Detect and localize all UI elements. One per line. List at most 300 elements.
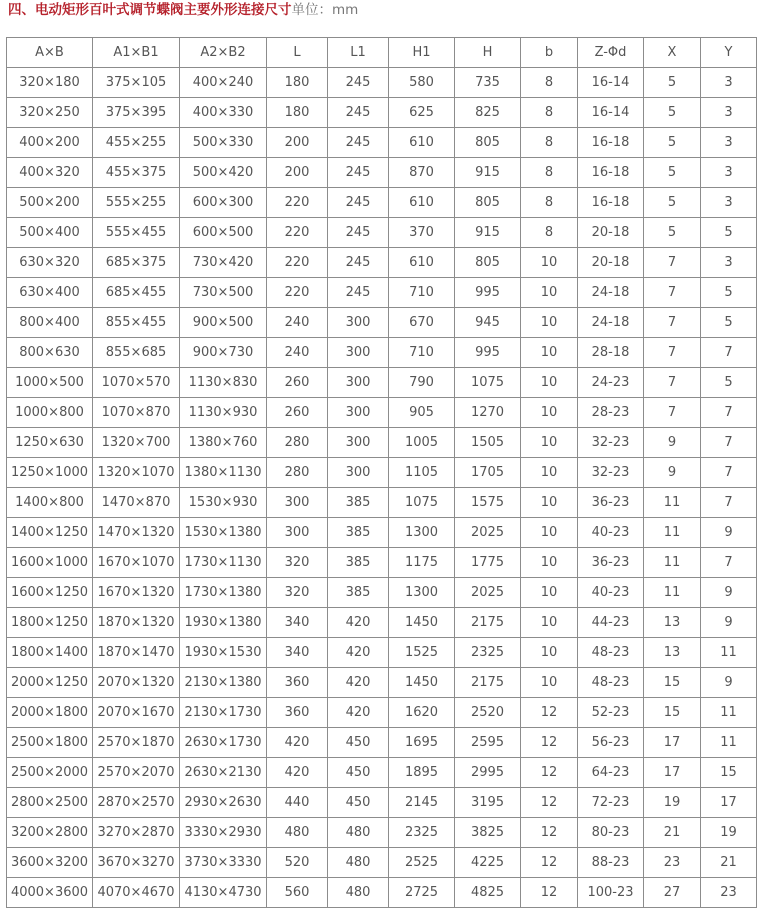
table-cell: 17 — [644, 728, 701, 758]
table-cell: 7 — [644, 248, 701, 278]
table-cell: 1800×1250 — [7, 608, 93, 638]
table-cell: 220 — [267, 278, 328, 308]
table-cell: 730×420 — [180, 248, 267, 278]
table-cell: 5 — [644, 128, 701, 158]
table-row — [7, 218, 757, 248]
header-cell: b — [521, 38, 578, 68]
table-cell: 5 — [701, 368, 757, 398]
table-cell: 88-23 — [578, 848, 644, 878]
table-cell: 1800×1400 — [7, 638, 93, 668]
table-cell: 28-18 — [578, 338, 644, 368]
table-cell: 2025 — [455, 518, 521, 548]
table-cell: 2630×2130 — [180, 758, 267, 788]
table-cell: 805 — [455, 128, 521, 158]
table-cell: 44-23 — [578, 608, 644, 638]
table-cell: 9 — [701, 668, 757, 698]
table-cell: 10 — [521, 548, 578, 578]
table-cell: 735 — [455, 68, 521, 98]
table-cell: 10 — [521, 308, 578, 338]
table-cell: 2520 — [455, 698, 521, 728]
table-cell: 1250×630 — [7, 428, 93, 458]
table-cell: 855×685 — [93, 338, 180, 368]
table-cell: 10 — [521, 458, 578, 488]
header-cell: L1 — [328, 38, 389, 68]
table-cell: 480 — [328, 848, 389, 878]
table-cell: 2145 — [389, 788, 455, 818]
table-cell: 260 — [267, 398, 328, 428]
table-cell: 3 — [701, 248, 757, 278]
table-cell: 300 — [267, 488, 328, 518]
table-cell: 19 — [701, 818, 757, 848]
table-cell: 10 — [521, 488, 578, 518]
table-cell: 3270×2870 — [93, 818, 180, 848]
table-cell: 1300 — [389, 518, 455, 548]
table-cell: 995 — [455, 278, 521, 308]
table-cell: 1270 — [455, 398, 521, 428]
table-cell: 915 — [455, 218, 521, 248]
header-cell: A1×B1 — [93, 38, 180, 68]
table-cell: 220 — [267, 248, 328, 278]
table-cell: 5 — [644, 188, 701, 218]
table-cell: 220 — [267, 188, 328, 218]
table-cell: 420 — [328, 698, 389, 728]
table-cell: 385 — [328, 488, 389, 518]
table-cell: 385 — [328, 548, 389, 578]
table-cell: 2525 — [389, 848, 455, 878]
table-cell: 2070×1670 — [93, 698, 180, 728]
table-cell: 7 — [701, 458, 757, 488]
table-cell: 1320×700 — [93, 428, 180, 458]
table-cell: 610 — [389, 188, 455, 218]
table-cell: 1895 — [389, 758, 455, 788]
table-cell: 21 — [644, 818, 701, 848]
table-cell: 200 — [267, 128, 328, 158]
table-cell: 710 — [389, 278, 455, 308]
table-cell: 320 — [267, 548, 328, 578]
table-row — [7, 248, 757, 278]
table-cell: 500×330 — [180, 128, 267, 158]
table-cell: 1450 — [389, 668, 455, 698]
table-cell: 200 — [267, 158, 328, 188]
table-cell: 10 — [521, 248, 578, 278]
table-cell: 280 — [267, 428, 328, 458]
table-row — [7, 728, 757, 758]
table-cell: 685×375 — [93, 248, 180, 278]
table-cell: 245 — [328, 158, 389, 188]
table-cell: 2800×2500 — [7, 788, 93, 818]
table-row — [7, 488, 757, 518]
table-cell: 685×455 — [93, 278, 180, 308]
table-cell: 21 — [701, 848, 757, 878]
table-cell: 16-18 — [578, 158, 644, 188]
table-row — [7, 608, 757, 638]
table-row — [7, 428, 757, 458]
table-cell: 56-23 — [578, 728, 644, 758]
table-cell: 260 — [267, 368, 328, 398]
table-cell: 245 — [328, 188, 389, 218]
table-cell: 280 — [267, 458, 328, 488]
table-cell: 7 — [644, 398, 701, 428]
table-cell: 400×330 — [180, 98, 267, 128]
table-cell: 20-18 — [578, 218, 644, 248]
table-cell: 1070×870 — [93, 398, 180, 428]
table-cell: 300 — [267, 518, 328, 548]
table-row — [7, 338, 757, 368]
table-cell: 32-23 — [578, 458, 644, 488]
table-cell: 455×255 — [93, 128, 180, 158]
table-cell: 8 — [521, 68, 578, 98]
table-row — [7, 638, 757, 668]
table-cell: 2570×1870 — [93, 728, 180, 758]
table-cell: 10 — [521, 278, 578, 308]
table-cell: 24-23 — [578, 368, 644, 398]
table-cell: 180 — [267, 98, 328, 128]
table-cell: 100-23 — [578, 878, 644, 908]
table-cell: 32-23 — [578, 428, 644, 458]
table-cell: 80-23 — [578, 818, 644, 848]
table-cell: 3 — [701, 128, 757, 158]
table-cell: 1470×1320 — [93, 518, 180, 548]
table-cell: 370 — [389, 218, 455, 248]
table-cell: 710 — [389, 338, 455, 368]
table-cell: 36-23 — [578, 488, 644, 518]
table-cell: 11 — [644, 488, 701, 518]
table-cell: 10 — [521, 368, 578, 398]
table-cell: 245 — [328, 68, 389, 98]
table-cell: 11 — [701, 698, 757, 728]
table-cell: 15 — [644, 668, 701, 698]
table-cell: 905 — [389, 398, 455, 428]
table-cell: 1870×1470 — [93, 638, 180, 668]
table-cell: 2130×1730 — [180, 698, 267, 728]
table-row — [7, 398, 757, 428]
table-cell: 300 — [328, 398, 389, 428]
table-cell: 300 — [328, 338, 389, 368]
table-cell: 440 — [267, 788, 328, 818]
table-cell: 2000×1250 — [7, 668, 93, 698]
table-cell: 1705 — [455, 458, 521, 488]
table-cell: 10 — [521, 518, 578, 548]
table-cell: 36-23 — [578, 548, 644, 578]
table-cell: 7 — [644, 278, 701, 308]
table-cell: 5 — [644, 68, 701, 98]
table-cell: 23 — [701, 878, 757, 908]
table-cell: 625 — [389, 98, 455, 128]
table-cell: 450 — [328, 758, 389, 788]
table-cell: 995 — [455, 338, 521, 368]
table-cell: 555×255 — [93, 188, 180, 218]
table-cell: 1600×1250 — [7, 578, 93, 608]
header-cell: Z-Φd — [578, 38, 644, 68]
table-cell: 580 — [389, 68, 455, 98]
table-cell: 300 — [328, 368, 389, 398]
table-cell: 7 — [701, 548, 757, 578]
table-cell: 20-18 — [578, 248, 644, 278]
table-cell: 3195 — [455, 788, 521, 818]
table-cell: 385 — [328, 578, 389, 608]
table-cell: 1870×1320 — [93, 608, 180, 638]
table-row — [7, 278, 757, 308]
header-cell: H1 — [389, 38, 455, 68]
table-cell: 16-18 — [578, 188, 644, 218]
table-cell: 420 — [328, 638, 389, 668]
table-cell: 10 — [521, 608, 578, 638]
table-cell: 385 — [328, 518, 389, 548]
table-cell: 13 — [644, 608, 701, 638]
header-cell: H — [455, 38, 521, 68]
table-cell: 1600×1000 — [7, 548, 93, 578]
table-cell: 15 — [644, 698, 701, 728]
table-row — [7, 188, 757, 218]
table-cell: 7 — [644, 338, 701, 368]
table-cell: 1105 — [389, 458, 455, 488]
table-cell: 8 — [521, 188, 578, 218]
table-cell: 15 — [701, 758, 757, 788]
table-cell: 245 — [328, 128, 389, 158]
table-cell: 23 — [644, 848, 701, 878]
table-cell: 1250×1000 — [7, 458, 93, 488]
table-cell: 48-23 — [578, 638, 644, 668]
table-cell: 3730×3330 — [180, 848, 267, 878]
table-cell: 630×400 — [7, 278, 93, 308]
table-cell: 11 — [644, 548, 701, 578]
table-cell: 12 — [521, 698, 578, 728]
table-cell: 1000×500 — [7, 368, 93, 398]
table-cell: 72-23 — [578, 788, 644, 818]
table-row — [7, 788, 757, 818]
table-cell: 420 — [267, 758, 328, 788]
table-cell: 8 — [521, 218, 578, 248]
table-cell: 1005 — [389, 428, 455, 458]
table-row — [7, 758, 757, 788]
table-row — [7, 878, 757, 908]
table-cell: 17 — [644, 758, 701, 788]
table-cell: 24-18 — [578, 308, 644, 338]
table-cell: 10 — [521, 638, 578, 668]
table-row — [7, 578, 757, 608]
table-cell: 7 — [701, 488, 757, 518]
table-cell: 1505 — [455, 428, 521, 458]
table-cell: 2325 — [389, 818, 455, 848]
table-cell: 48-23 — [578, 668, 644, 698]
table-row — [7, 308, 757, 338]
table-cell: 1075 — [389, 488, 455, 518]
table-cell: 1530×930 — [180, 488, 267, 518]
table-cell: 420 — [267, 728, 328, 758]
table-cell: 10 — [521, 668, 578, 698]
table-cell: 7 — [701, 398, 757, 428]
table-cell: 4225 — [455, 848, 521, 878]
table-cell: 2570×2070 — [93, 758, 180, 788]
table-cell: 300 — [328, 458, 389, 488]
table-cell: 450 — [328, 788, 389, 818]
table-cell: 1620 — [389, 698, 455, 728]
table-cell: 1530×1380 — [180, 518, 267, 548]
table-cell: 11 — [701, 728, 757, 758]
table-cell: 855×455 — [93, 308, 180, 338]
table-cell: 610 — [389, 248, 455, 278]
table-cell: 5 — [701, 218, 757, 248]
table-cell: 630×320 — [7, 248, 93, 278]
table-cell: 10 — [521, 338, 578, 368]
table-cell: 9 — [644, 458, 701, 488]
table-cell: 1400×800 — [7, 488, 93, 518]
table-cell: 455×375 — [93, 158, 180, 188]
table-cell: 340 — [267, 608, 328, 638]
table-cell: 12 — [521, 788, 578, 818]
table-cell: 12 — [521, 728, 578, 758]
table-cell: 1450 — [389, 608, 455, 638]
table-cell: 11 — [644, 518, 701, 548]
table-cell: 610 — [389, 128, 455, 158]
table-cell: 17 — [701, 788, 757, 818]
table-cell: 4000×3600 — [7, 878, 93, 908]
table-cell: 1380×760 — [180, 428, 267, 458]
table-cell: 1130×930 — [180, 398, 267, 428]
table-cell: 3330×2930 — [180, 818, 267, 848]
table-cell: 3670×3270 — [93, 848, 180, 878]
table-cell: 1300 — [389, 578, 455, 608]
table-cell: 27 — [644, 878, 701, 908]
dimension-table — [6, 37, 757, 908]
header-cell: Y — [701, 38, 757, 68]
table-cell: 7 — [644, 368, 701, 398]
table-cell: 400×320 — [7, 158, 93, 188]
table-cell: 500×420 — [180, 158, 267, 188]
table-cell: 2025 — [455, 578, 521, 608]
table-cell: 2725 — [389, 878, 455, 908]
table-cell: 805 — [455, 248, 521, 278]
table-cell: 240 — [267, 308, 328, 338]
table-cell: 3600×3200 — [7, 848, 93, 878]
table-cell: 1930×1380 — [180, 608, 267, 638]
table-cell: 9 — [701, 518, 757, 548]
table-cell: 945 — [455, 308, 521, 338]
table-cell: 900×500 — [180, 308, 267, 338]
table-cell: 3200×2800 — [7, 818, 93, 848]
table-cell: 1775 — [455, 548, 521, 578]
table-cell: 2995 — [455, 758, 521, 788]
table-cell: 8 — [521, 128, 578, 158]
table-cell: 40-23 — [578, 578, 644, 608]
table-cell: 4130×4730 — [180, 878, 267, 908]
table-cell: 2500×1800 — [7, 728, 93, 758]
table-cell: 3 — [701, 68, 757, 98]
table-cell: 400×240 — [180, 68, 267, 98]
table-cell: 8 — [521, 158, 578, 188]
header-cell: X — [644, 38, 701, 68]
table-cell: 790 — [389, 368, 455, 398]
table-cell: 2175 — [455, 668, 521, 698]
table-cell: 11 — [644, 578, 701, 608]
table-cell: 1070×570 — [93, 368, 180, 398]
table-cell: 10 — [521, 578, 578, 608]
table-cell: 2595 — [455, 728, 521, 758]
table-cell: 375×105 — [93, 68, 180, 98]
table-cell: 320×180 — [7, 68, 93, 98]
table-row — [7, 368, 757, 398]
table-cell: 28-23 — [578, 398, 644, 428]
table-cell: 2930×2630 — [180, 788, 267, 818]
table-cell: 560 — [267, 878, 328, 908]
table-cell: 555×455 — [93, 218, 180, 248]
table-cell: 10 — [521, 428, 578, 458]
table-cell: 1130×830 — [180, 368, 267, 398]
table-cell: 4825 — [455, 878, 521, 908]
table-cell: 2325 — [455, 638, 521, 668]
table-row — [7, 668, 757, 698]
table-cell: 220 — [267, 218, 328, 248]
header-cell: A2×B2 — [180, 38, 267, 68]
table-cell: 480 — [267, 818, 328, 848]
header-cell: A×B — [7, 38, 93, 68]
table-cell: 915 — [455, 158, 521, 188]
table-cell: 520 — [267, 848, 328, 878]
table-row — [7, 68, 757, 98]
table-cell: 825 — [455, 98, 521, 128]
table-cell: 9 — [701, 578, 757, 608]
table-cell: 1075 — [455, 368, 521, 398]
table-cell: 7 — [701, 338, 757, 368]
table-cell: 805 — [455, 188, 521, 218]
table-body — [7, 68, 757, 908]
table-cell: 12 — [521, 818, 578, 848]
table-row — [7, 458, 757, 488]
table-cell: 450 — [328, 728, 389, 758]
table-cell: 1730×1130 — [180, 548, 267, 578]
table-cell: 2870×2570 — [93, 788, 180, 818]
table-cell: 3 — [701, 158, 757, 188]
table-cell: 24-18 — [578, 278, 644, 308]
table-cell: 10 — [521, 398, 578, 428]
table-cell: 300 — [328, 308, 389, 338]
section-heading — [8, 0, 358, 22]
table-cell: 11 — [701, 638, 757, 668]
table-cell: 1320×1070 — [93, 458, 180, 488]
table-cell: 1695 — [389, 728, 455, 758]
table-cell: 16-14 — [578, 68, 644, 98]
table-cell: 245 — [328, 278, 389, 308]
table-cell: 870 — [389, 158, 455, 188]
table-cell: 180 — [267, 68, 328, 98]
section-title: 四、电动矩形百叶式调节蝶阀主要外形连接尺寸 — [8, 2, 292, 18]
table-cell: 245 — [328, 218, 389, 248]
table-row — [7, 128, 757, 158]
table-cell: 375×395 — [93, 98, 180, 128]
table-cell: 2000×1800 — [7, 698, 93, 728]
table-cell: 5 — [644, 218, 701, 248]
table-cell: 420 — [328, 668, 389, 698]
table-cell: 3 — [701, 98, 757, 128]
table-cell: 245 — [328, 98, 389, 128]
table-row — [7, 518, 757, 548]
table-cell: 300 — [328, 428, 389, 458]
table-cell: 12 — [521, 878, 578, 908]
table-cell: 1670×1070 — [93, 548, 180, 578]
table-cell: 52-23 — [578, 698, 644, 728]
table-cell: 320×250 — [7, 98, 93, 128]
table-cell: 2130×1380 — [180, 668, 267, 698]
table-cell: 5 — [701, 278, 757, 308]
table-cell: 12 — [521, 758, 578, 788]
table-row — [7, 158, 757, 188]
table-cell: 400×200 — [7, 128, 93, 158]
header-cell: L — [267, 38, 328, 68]
table-cell: 40-23 — [578, 518, 644, 548]
table-row — [7, 548, 757, 578]
table-cell: 2070×1320 — [93, 668, 180, 698]
table-cell: 800×400 — [7, 308, 93, 338]
